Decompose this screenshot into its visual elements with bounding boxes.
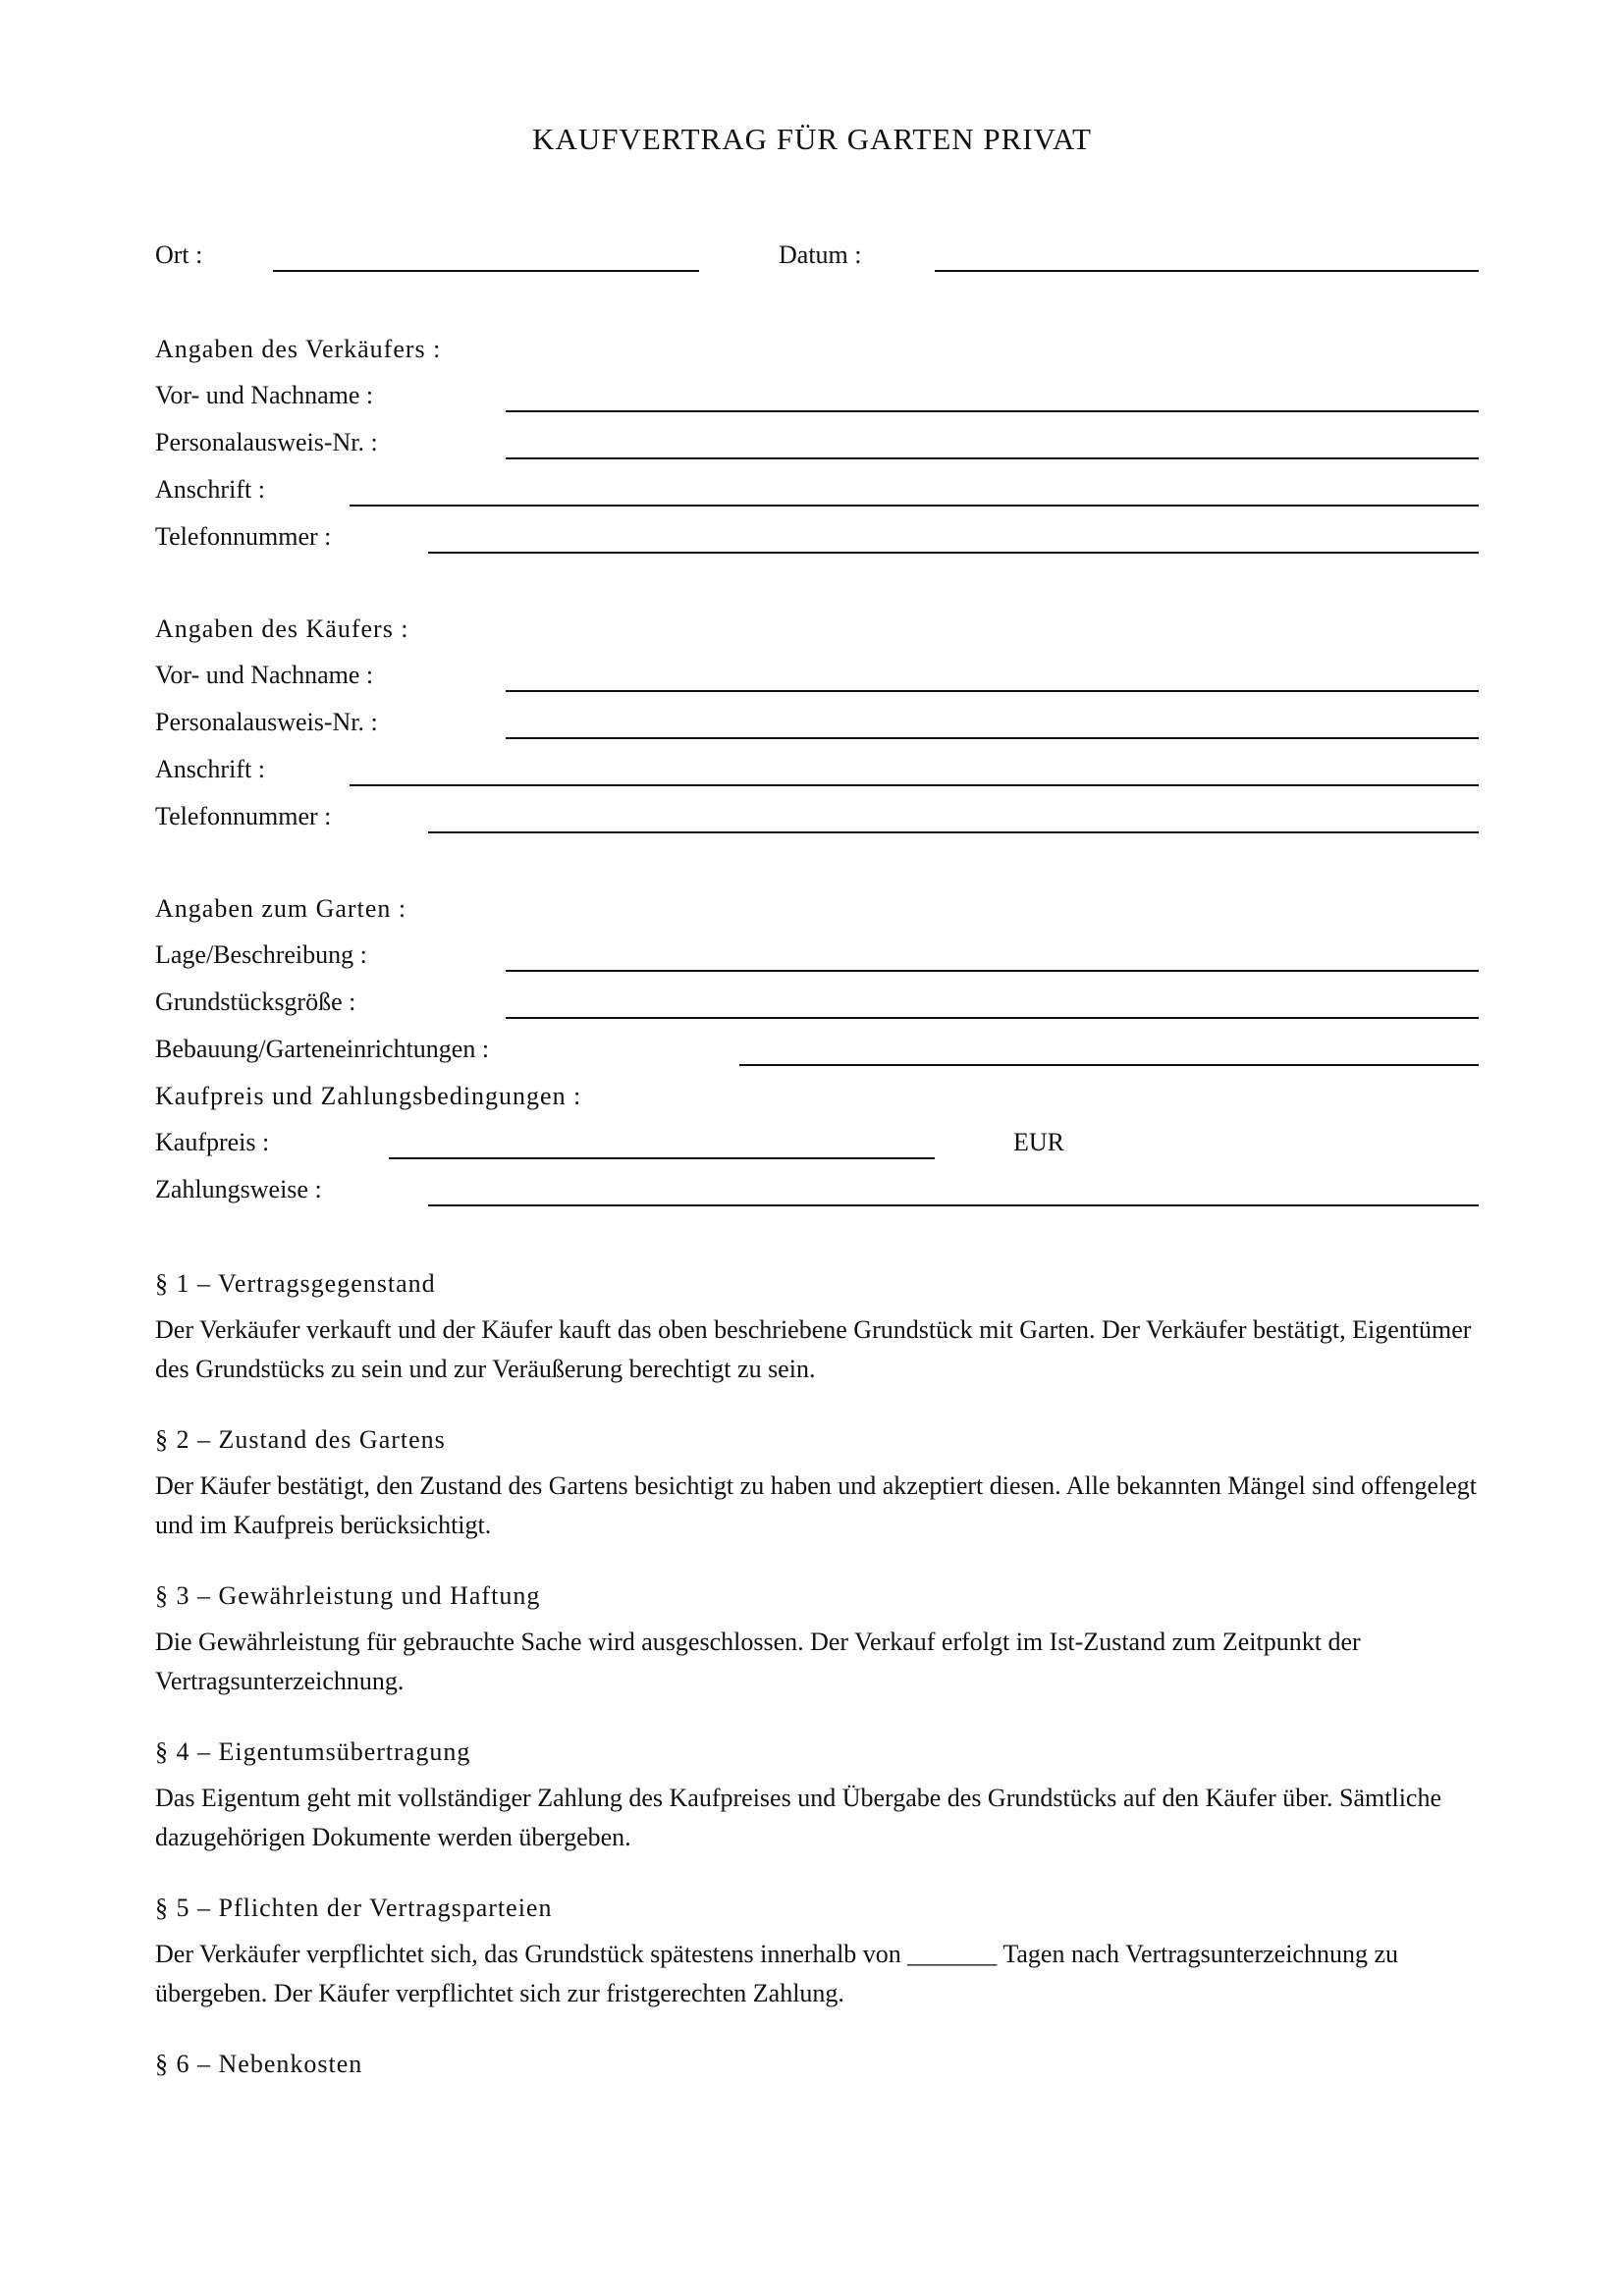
datum-field[interactable] [935,270,1479,272]
garden-buildings-label: Bebauung/Garteneinrichtungen : [155,1035,490,1063]
section-3-heading: § 3 – Gewährleistung und Haftung [155,1581,541,1610]
datum-label: Datum : [779,240,862,269]
buyer-name-field[interactable] [506,690,1479,692]
seller-phone-label: Telefonnummer : [155,522,332,551]
seller-name-field[interactable] [506,410,1479,412]
seller-heading: Angaben des Verkäufers : [155,335,442,363]
section-2-text: Der Käufer bestätigt, den Zustand des Gartens besichtigt zu haben und akzeptiert diesen. Alle bekannten Mängel sind offengelegt und im Kaufpreis berücksichtigt. [155,1471,1478,1539]
garden-buildings-field[interactable] [739,1064,1479,1066]
seller-name-label: Vor- und Nachname : [155,381,374,409]
seller-id-field[interactable] [506,457,1479,459]
currency-label: EUR [1013,1128,1064,1156]
garden-size-field[interactable] [506,1017,1479,1019]
ort-label: Ort : [155,240,203,269]
seller-address-label: Anschrift : [155,475,265,504]
seller-address-field[interactable] [350,505,1479,507]
payment-method-field[interactable] [428,1204,1479,1206]
seller-id-label: Personalausweis-Nr. : [155,428,378,456]
page-title: KAUFVERTRAG FÜR GARTEN PRIVAT [532,122,1092,156]
section-5-text: Der Verkäufer verpflichtet sich, das Grundstück spätestens innerhalb von _______ Tagen nach Vertragsunterzeichnung zu übergeben. Der Käufer verpflichtet sich zur fristgerechten Zahlung. [155,1940,1399,2007]
price-field[interactable] [389,1157,935,1159]
price-label: Kaufpreis : [155,1128,270,1156]
payment-method-label: Zahlungsweise : [155,1175,322,1203]
garden-heading: Angaben zum Garten : [155,894,407,923]
section-2-heading: § 2 – Zustand des Gartens [155,1425,446,1454]
section-5-heading: § 5 – Pflichten der Vertragsparteien [155,1894,553,1922]
garden-location-field[interactable] [506,970,1479,972]
buyer-heading: Angaben des Käufers : [155,614,409,643]
buyer-id-label: Personalausweis-Nr. : [155,708,378,736]
section-3-text: Die Gewährleistung für gebrauchte Sache wird ausgeschlossen. Der Verkauf erfolgt im Ist-Zustand zum Zeitpunkt der Vertragsunterzeichnung. [155,1628,1361,1695]
buyer-id-field[interactable] [506,737,1479,739]
garden-size-label: Grundstücksgröße : [155,988,356,1016]
garden-location-label: Lage/Beschreibung : [155,940,367,969]
buyer-name-label: Vor- und Nachname : [155,661,374,689]
payment-heading: Kaufpreis und Zahlungsbedingungen : [155,1082,582,1110]
section-4-heading: § 4 – Eigentumsübertragung [155,1737,471,1766]
buyer-address-field[interactable] [350,784,1479,786]
buyer-phone-label: Telefonnummer : [155,802,332,830]
section-6-heading: § 6 – Nebenkosten [155,2050,363,2078]
ort-field[interactable] [273,270,699,272]
section-4-text: Das Eigentum geht mit vollständiger Zahlung des Kaufpreises und Übergabe des Grundstücks auf den Käufer über. Sämtliche dazugehörigen Dokumente werden übergeben. [155,1784,1442,1851]
buyer-phone-field[interactable] [428,831,1479,833]
seller-phone-field[interactable] [428,552,1479,554]
buyer-address-label: Anschrift : [155,755,265,783]
section-1-text: Der Verkäufer verkauft und der Käufer kauft das oben beschriebene Grundstück mit Garten. Der Verkäufer bestätigt, Eigentümer des Grundstücks zu sein und zur Veräußerung berechtigt zu sein. [155,1315,1472,1383]
section-1-heading: § 1 – Vertragsgegenstand [155,1269,436,1298]
